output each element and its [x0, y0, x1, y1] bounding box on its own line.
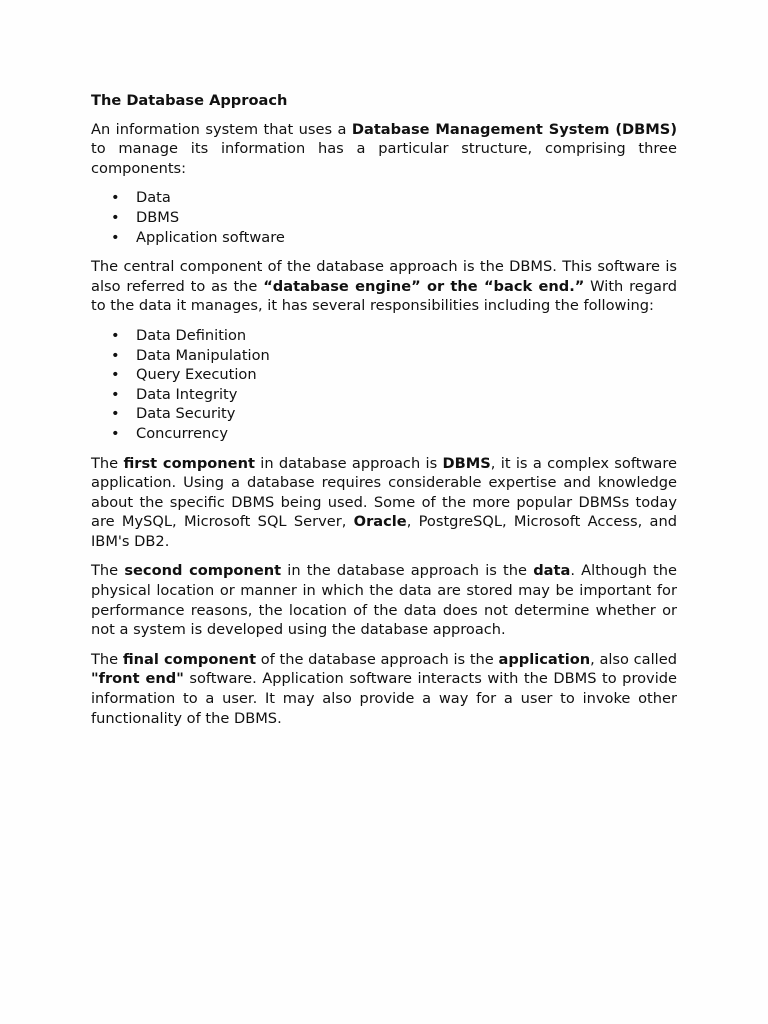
- central-paragraph: [91, 257, 677, 316]
- first-text-4: , PostgreSQL, Microsoft Access, and IBM's DB2.: [91, 513, 677, 550]
- list-item: • Data: [91, 188, 677, 208]
- final-bold-1: final component: [122, 650, 257, 668]
- intro-bold-dbms: Database Management System (DBMS): [351, 120, 677, 138]
- central-text-2: With regard to the data it manages, it has several responsibilities including the following:: [91, 277, 677, 315]
- intro-paragraph: [91, 120, 677, 179]
- final-text-2: of the database approach is the: [256, 650, 499, 668]
- document-page: [91, 91, 677, 738]
- responsibilities-list: [91, 326, 677, 444]
- first-bold-2: DBMS: [442, 454, 491, 472]
- list-item: • Concurrency: [91, 424, 677, 444]
- first-text-3: , it is a complex software application. Using a database requires considerable expertise and knowledge about the specific DBMS being used. Some of the more popular DBMSs today are MySQL, Microsoft SQL Server,: [91, 454, 677, 531]
- document-title: The Database Approach: [91, 92, 288, 109]
- final-bold-2: application: [498, 650, 591, 668]
- first-component-paragraph: [91, 454, 677, 552]
- intro-text-1: An information system that uses a: [91, 120, 352, 138]
- first-text-2: in database approach is: [254, 454, 443, 472]
- final-bold-3: "front end": [91, 670, 184, 688]
- components-list: [91, 188, 677, 247]
- list-item: • Data Manipulation: [91, 346, 677, 366]
- second-component-paragraph: [91, 561, 677, 639]
- list-item: • Data Definition: [91, 326, 677, 346]
- first-bold-1: first component: [123, 454, 255, 472]
- list-item: • Data Security: [91, 404, 677, 424]
- final-text-3: , also called: [590, 650, 677, 668]
- second-bold-1: second component: [124, 562, 282, 580]
- final-text-4: software. Application software interacts with the DBMS to provide information to a user. It may also provide a way for a user to invoke other functionality of the DBMS.: [91, 670, 677, 727]
- first-bold-3: Oracle: [353, 513, 407, 531]
- list-item: • Query Execution: [91, 365, 677, 385]
- second-text-2: in the database approach is the: [281, 562, 534, 580]
- list-item: • DBMS: [91, 208, 677, 228]
- list-item: • Data Integrity: [91, 385, 677, 405]
- list-item: • Application software: [91, 228, 677, 248]
- final-component-paragraph: [91, 650, 677, 728]
- second-text-1: The: [91, 562, 125, 580]
- second-text-3: . Although the physical location or manner in which the data are stored may be important for performance reasons, the location of the data does not determine whether or not a system is developed using the database approach.: [91, 562, 677, 639]
- intro-text-2: to manage its information has a particular structure, comprising three components:: [91, 140, 677, 177]
- second-bold-2: data: [533, 562, 571, 580]
- final-text-1: The: [91, 650, 123, 668]
- central-bold: “database engine” or the “back end.”: [263, 277, 585, 295]
- first-text-1: The: [91, 454, 124, 472]
- central-text-1: The central component of the database approach is the DBMS. This software is also referred to as the: [91, 258, 677, 295]
